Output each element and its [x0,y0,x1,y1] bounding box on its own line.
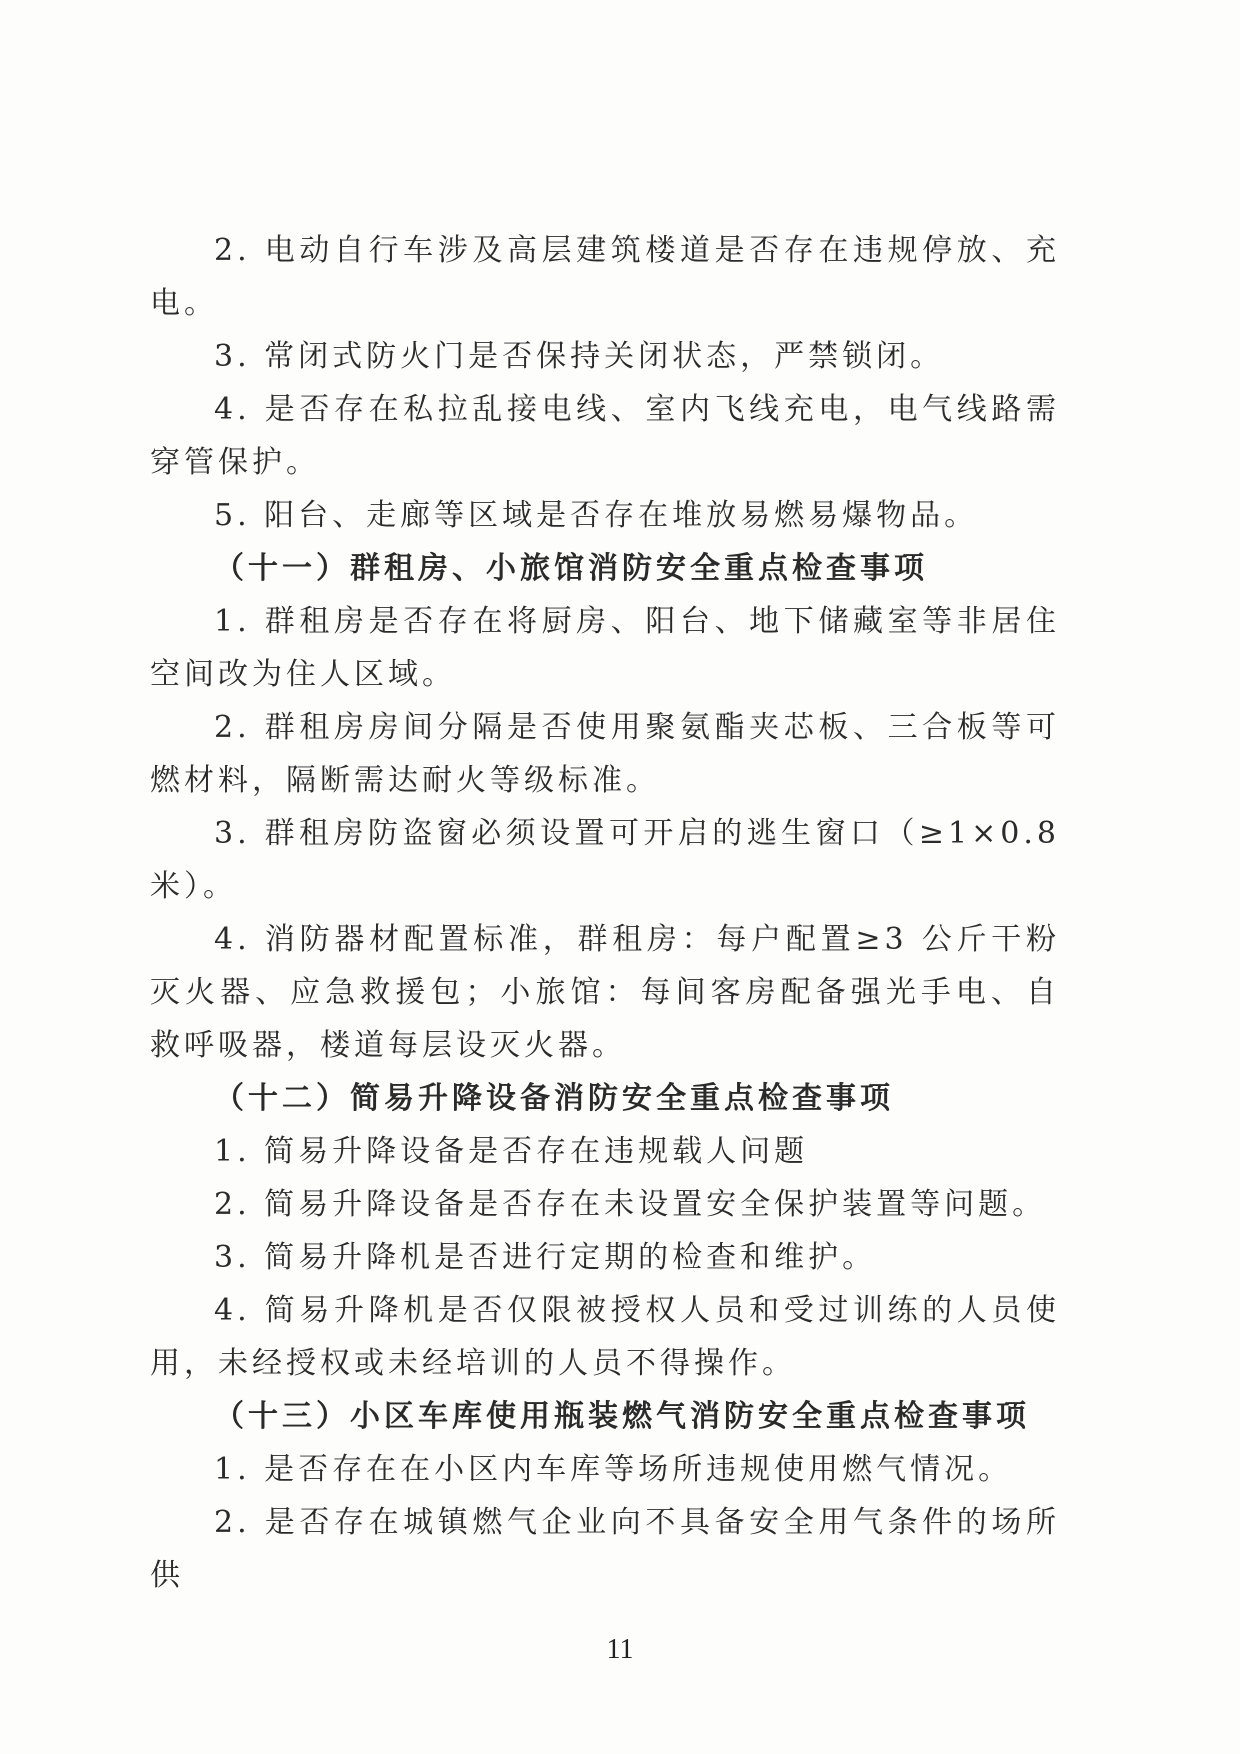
paragraph-item: 1. 群租房是否存在将厨房、阳台、地下储藏室等非居住空间改为住人区域。 [150,604,1060,692]
paragraph-item: 5. 阳台、走廊等区域是否存在堆放易燃易爆物品。 [214,498,979,533]
paragraph-item: 3. 常闭式防火门是否保持关闭状态，严禁锁闭。 [214,339,945,374]
document-body [150,224,1060,1602]
paragraph-item: 2. 是否存在城镇燃气企业向不具备安全用气条件的场所供 [150,1505,1060,1593]
paragraph-item: 4. 简易升降机是否仅限被授权人员和受过训练的人员使用，未经授权或未经培训的人员不得操作。 [150,1293,1060,1381]
paragraph-item: 4. 是否存在私拉乱接电线、室内飞线充电，电气线路需穿管保护。 [150,392,1060,480]
paragraph-item: 1. 是否存在在小区内车库等场所违规使用燃气情况。 [214,1452,1013,1487]
page-number: 11 [606,1634,634,1665]
paragraph-item: 2. 简易升降设备是否存在未设置安全保护装置等问题。 [214,1187,1047,1222]
paragraph-item: 4. 消防器材配置标准，群租房：每户配置≥3 公斤干粉灭火器、应急救援包；小旅馆：每间客房配备强光手电、自救呼吸器，楼道每层设灭火器。 [150,922,1060,1063]
paragraph-item: 2. 群租房房间分隔是否使用聚氨酯夹芯板、三合板等可燃材料，隔断需达耐火等级标准。 [150,710,1060,798]
paragraph-item: 3. 简易升降机是否进行定期的检查和维护。 [214,1240,877,1275]
section-heading: （十三）小区车库使用瓶装燃气消防安全重点检查事项 [214,1399,1030,1434]
paragraph-item: 2. 电动自行车涉及高层建筑楼道是否存在违规停放、充电。 [150,233,1060,321]
paragraph-item: 1. 简易升降设备是否存在违规载人问题 [214,1134,809,1169]
paragraph-item: 3. 群租房防盗窗必须设置可开启的逃生窗口（≥1×0.8 米）。 [150,816,1060,904]
section-heading: （十一）群租房、小旅馆消防安全重点检查事项 [214,551,928,586]
section-heading: （十二）简易升降设备消防安全重点检查事项 [214,1081,894,1116]
